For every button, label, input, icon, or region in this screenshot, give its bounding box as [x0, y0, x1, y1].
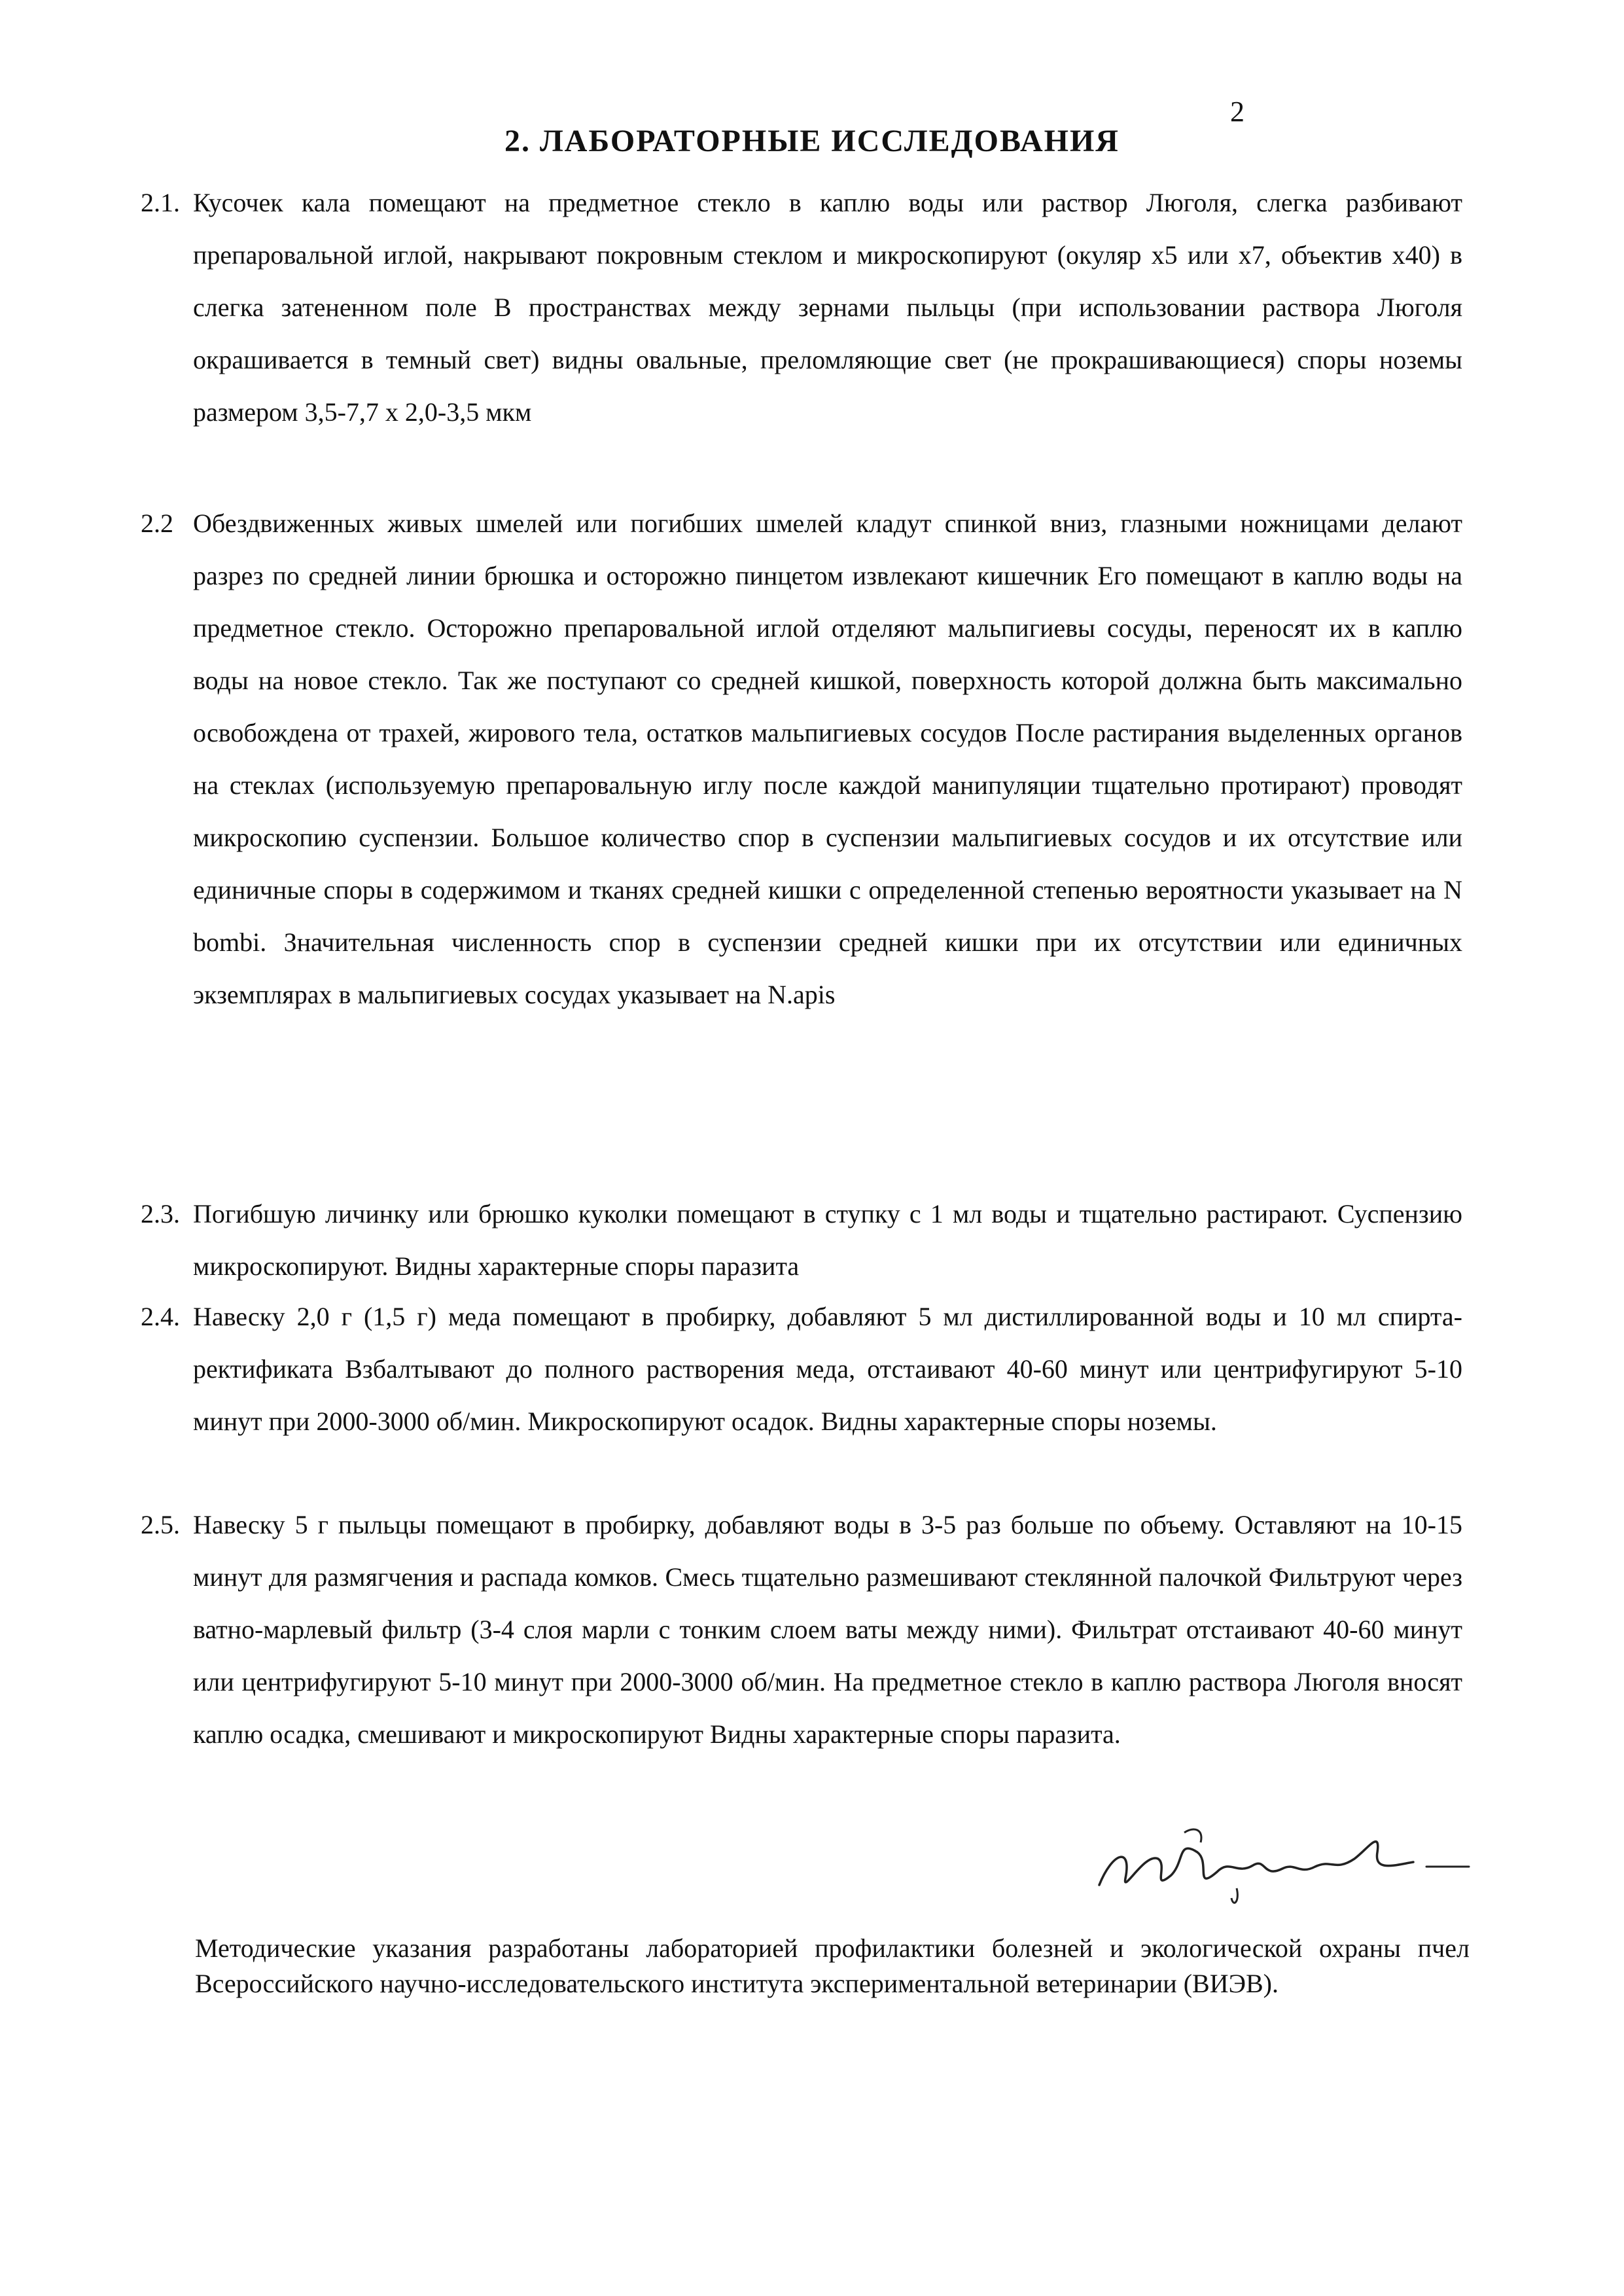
item-2-4	[141, 1291, 1462, 1448]
signature	[1086, 1813, 1479, 1911]
item-text: Обездвиженных живых шмелей или погибших шмелей кладут спинкой вниз, глазными ножницами делают разрез по средней линии брюшка и осторожно пинцетом извлекают кишечник Его помещают в каплю воды на предметное стекло. Осторожно препаровальной иглой отделяют мальпигиевы сосуды, переносят их в каплю воды на новое стекло. Так же поступают со средней кишкой, поверхность которой должна быть максимально освобождена от трахей, жирового тела, остатков мальпигиевых сосудов После растирания выделенных органов на стеклах (используемую препаровальную иглу после каждой манипуляции тщательно протирают) проводят микроскопию суспензии. Большое количество спор в суспензии мальпигиевых сосудов и их отсутствие или единичные споры в содержимом и тканях средней кишки с определенной степенью вероятности указывает на N bombi. Значительная численность спор в суспензии средней кишки при их отсутствии или единичных экземплярах в мальпигиевых сосудах указывает на N.apis	[193, 509, 1462, 1009]
item-text: Навеску 2,0 г (1,5 г) меда помещают в пробирку, добавляют 5 мл дистиллированной воды и 10 мл спирта-ректификата Взбалтывают до полного растворения меда, отстаивают 40-60 минут или центрифугируют 5-10 минут при 2000-3000 об/мин. Микроскопируют осадок. Видны характерные споры ноземы.	[193, 1302, 1462, 1436]
footer-note: Методические указания разработаны лабораторией профилактики болезней и экологической охраны пчел Всероссийского научно-исследовательского института экспериментальной ветеринарии (ВИЭВ).	[195, 1933, 1470, 1998]
item-text: Погибшую личинку или брюшко куколки помещают в ступку с 1 мл воды и тщательно растирают. Суспензию микроскопируют. Видны характерные споры паразита	[193, 1199, 1462, 1281]
item-number: 2.5.	[141, 1510, 180, 1539]
item-number: 2.3.	[141, 1199, 180, 1229]
item-2-3	[141, 1188, 1462, 1293]
item-text: Кусочек кала помещают на предметное стекло в каплю воды или раствор Люголя, слегка разбивают препаровальной иглой, накрывают покровным стеклом и микроскопируют (окуляр х5 или х7, объектив х40) в слегка затененном поле В пространствах между зернами пыльцы (при использовании раствора Люголя окрашивается в темный свет) видны овальные, преломляющие свет (не прокрашивающиеся) споры ноземы размером 3,5-7,7 х 2,0-3,5 мкм	[193, 188, 1462, 427]
item-2-2	[141, 497, 1462, 1021]
section-title: 2. ЛАБОРАТОРНЫЕ ИССЛЕДОВАНИЯ	[504, 124, 1120, 158]
item-number: 2.1.	[141, 188, 180, 217]
item-2-1	[141, 177, 1462, 439]
item-number: 2.4.	[141, 1302, 180, 1331]
page-number: 2	[1230, 96, 1244, 128]
item-text: Навеску 5 г пыльцы помещают в пробирку, добавляют воды в 3-5 раз больше по объему. Оставляют на 10-15 минут для размягчения и распада комков. Смесь тщательно размешивают стеклянной палочкой Фильтруют через ватно-марлевый фильтр (3-4 слоя марли с тонким слоем ваты между ними). Фильтрат отстаивают 40-60 минут или центрифугируют 5-10 минут при 2000-3000 об/мин. На предметное стекло в каплю раствора Люголя вносят каплю осадка, смешивают и микроскопируют Видны характерные споры паразита.	[193, 1510, 1462, 1749]
item-number: 2.2	[141, 509, 173, 538]
item-2-5	[141, 1499, 1462, 1761]
